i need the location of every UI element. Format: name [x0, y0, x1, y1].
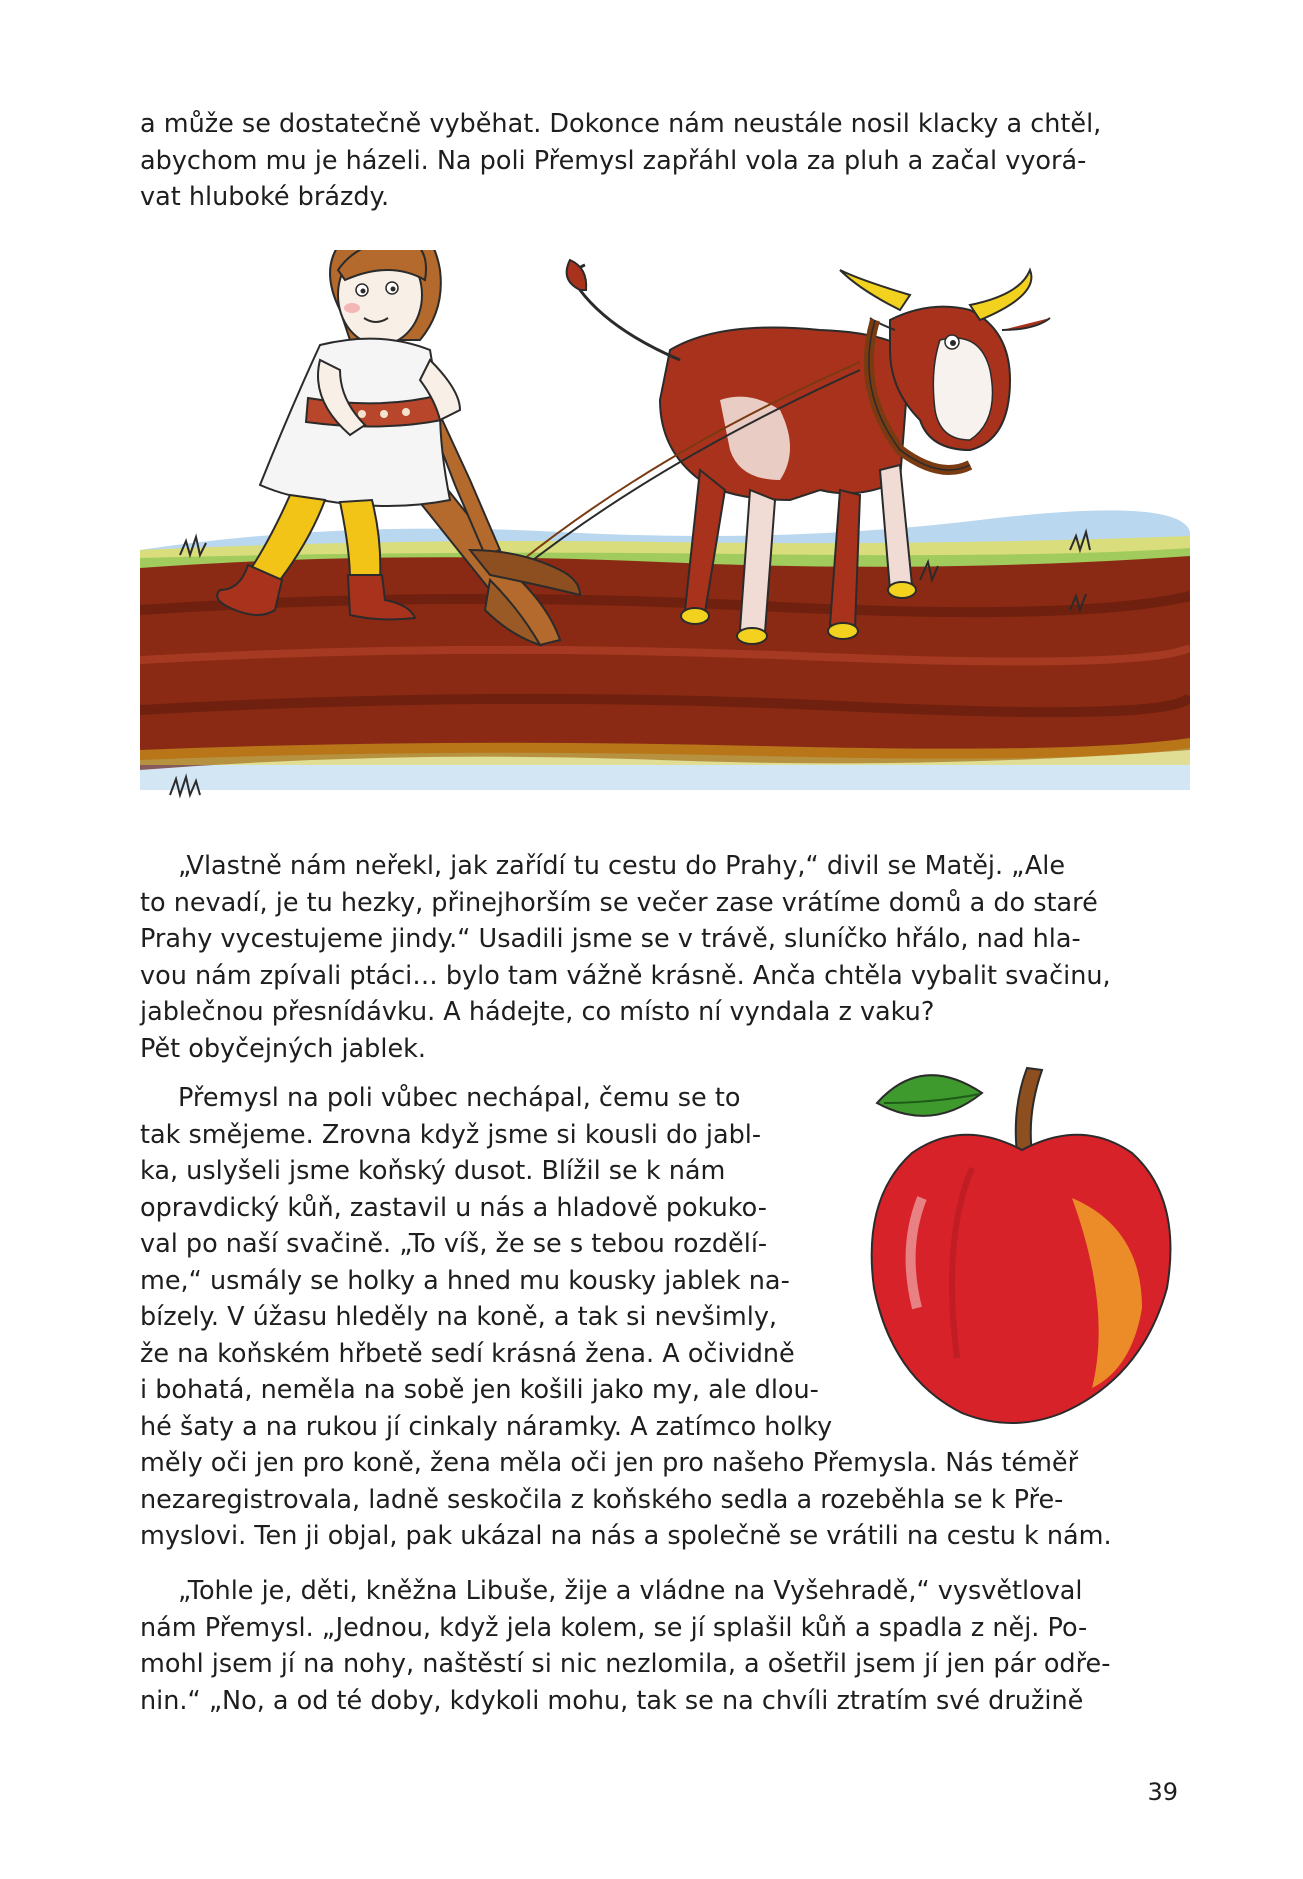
paragraph-4 — [140, 1573, 1178, 1719]
text-line: že na koňském hřbetě sedí krásná žena. A očividně — [140, 1338, 795, 1369]
text-line: ka, uslyšeli jsme koňský dusot. Blížil se k nám — [140, 1156, 726, 1186]
text-line: bízely. V úžasu hleděly na koně, a tak si nevšimly, — [140, 1302, 778, 1332]
text-line: opravdický kůň, zastavil u nás a hladově pokuko- — [140, 1192, 767, 1223]
text-line: to nevadí, je tu hezky, přinejhorším se večer zase vrátíme domů a do staré — [140, 887, 1098, 918]
text-line: „Tohle je, děti, kněžna Libuše, žije a vládne na Vyšehradě,“ vysvětloval — [178, 1576, 1083, 1606]
text-line: hé šaty a na rukou jí cinkaly náramky. A zatímco holky — [140, 1411, 833, 1442]
text-line: myslovi. Ten ji objal, pak ukázal na nás a společně se vrátili na cestu k nám. — [140, 1521, 1112, 1551]
text-line: Pět obyčejných jablek. — [140, 1033, 427, 1064]
paragraph-1 — [140, 106, 1178, 216]
text-line: tak smějeme. Zrovna když jsme si kousli do jabl- — [140, 1119, 762, 1150]
paragraph-2 — [140, 848, 1178, 1067]
text-line: měly oči jen pro koně, žena měla oči jen pro našeho Přemysla. Nás téměř — [140, 1448, 1079, 1478]
text-line: me,“ usmály se holky a hned mu kousky jablek na- — [140, 1265, 790, 1296]
text-line: nám Přemysl. „Jednou, když jela kolem, se jí splašil kůň a spadla z něj. Po- — [140, 1612, 1088, 1643]
text-line: a může se dostatečně vyběhat. Dokonce nám neustále nosil klacky a chtěl, — [140, 109, 1102, 139]
page-number: 39 — [1147, 1778, 1178, 1806]
text-line: mohl jsem jí na nohy, naštěstí si nic nezlomila, a ošetřil jsem jí jen pár odře- — [140, 1649, 1111, 1679]
text-line: nezaregistrovala, ladně seskočila z koňského sedla a rozeběhla se k Pře- — [140, 1484, 1064, 1515]
text-line: Přemysl na poli vůbec nechápal, čemu se to — [178, 1083, 741, 1113]
text-line: abychom mu je házeli. Na poli Přemysl zapřáhl vola za pluh a začal vyorá- — [140, 145, 1087, 176]
ploughing-illustration — [140, 250, 1190, 822]
text-line: vou nám zpívali ptáci… bylo tam vážně krásně. Anča chtěla vybalit svačinu, — [140, 960, 1111, 991]
text-line: „Vlastně nám neřekl, jak zařídí tu cestu do Prahy,“ divil se Matěj. „Ale — [178, 851, 1066, 881]
text-line: Prahy vycestujeme jindy.“ Usadili jsme se v trávě, sluníčko hřálo, nad hla- — [140, 924, 1081, 954]
text-line: jablečnou přesnídávku. A hádejte, co místo ní vyndala z vaku? — [140, 997, 935, 1027]
soil-field — [140, 556, 1190, 790]
paragraph-3 — [140, 1080, 1178, 1555]
text-line: i bohatá, neměla na sobě jen košili jako my, ale dlou- — [140, 1375, 819, 1405]
text-line: nin.“ „No, a od té doby, kdykoli mohu, tak se na chvíli ztratím své družině — [140, 1685, 1084, 1716]
text-line: val po naší svačině. „To víš, že se s tebou rozdělí- — [140, 1229, 768, 1259]
text-line: vat hluboké brázdy. — [140, 182, 390, 212]
